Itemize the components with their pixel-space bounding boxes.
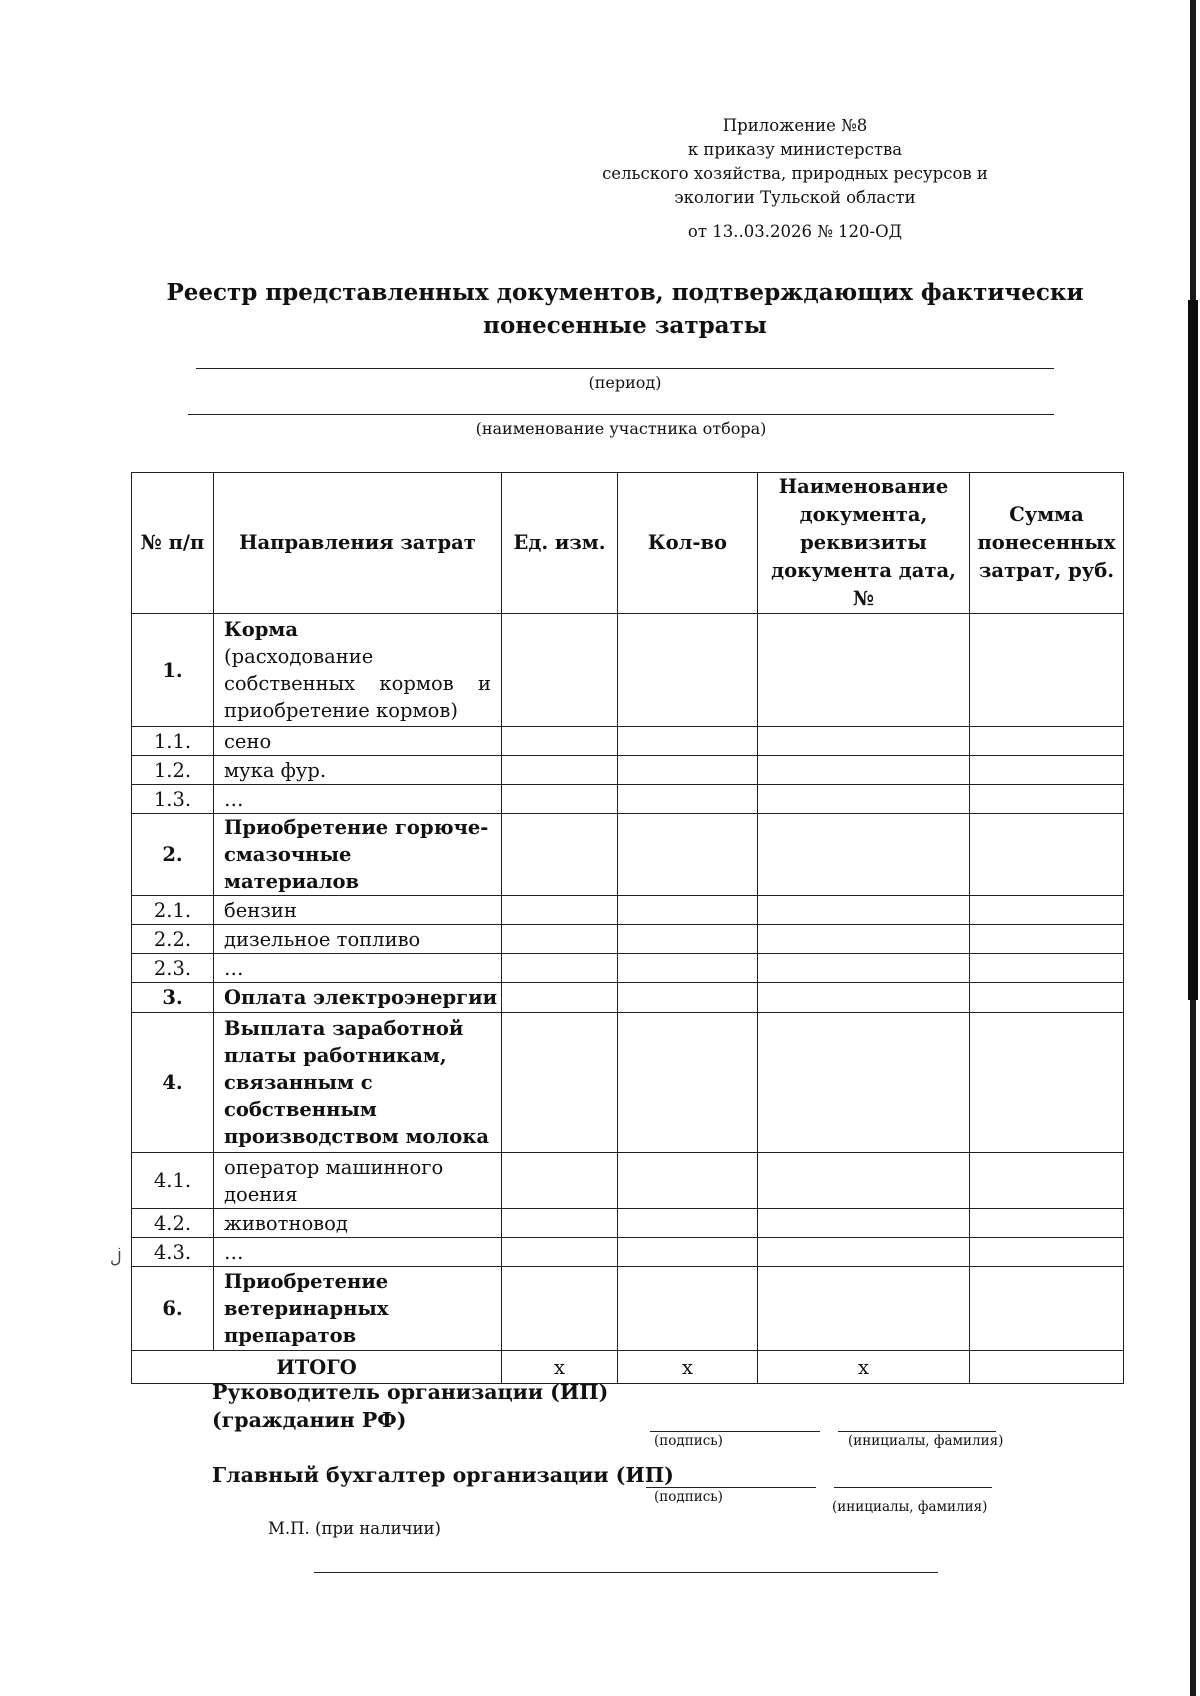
period-line [196,368,1054,369]
header-num: № п/п [132,473,214,614]
appendix-region: экологии Тульской области [674,188,916,207]
cell-doc [758,896,970,925]
cell-unit [502,1013,618,1153]
cell-doc [758,983,970,1013]
cell-unit [502,896,618,925]
cell-unit [502,727,618,756]
cell-qty [618,954,758,983]
cell-unit [502,814,618,896]
row-direction: сено [214,727,502,756]
row-num: 4. [132,1013,214,1153]
row-direction-text-1: (расходование [224,645,374,668]
cell-sum [970,614,1124,727]
cell-unit [502,614,618,727]
total-doc: х [758,1351,970,1384]
header-doc: Наименование документа, реквизиты документа дата, № [758,473,970,614]
appendix-header [560,114,1030,244]
header-direction: Направления затрат [214,473,502,614]
title-line-1: Реестр представленных документов, подтверждающих фактически [166,279,1084,306]
cell-qty [618,785,758,814]
period-caption: (период) [588,373,662,392]
cell-sum [970,1209,1124,1238]
row-direction: бензин [214,896,502,925]
margin-mark: ڶ [110,1248,122,1267]
cell-doc [758,1238,970,1267]
accountant-signature-caption: (подпись) [654,1489,723,1505]
row-num: 1.3. [132,785,214,814]
row-direction: Приобретение ветеринарных препаратов [214,1267,502,1351]
cell-qty [618,983,758,1013]
cell-doc [758,1153,970,1209]
row-num: 1.2. [132,756,214,785]
appendix-number: Приложение №8 [722,116,868,135]
row-direction [214,614,502,727]
cell-doc [758,1209,970,1238]
cell-sum [970,896,1124,925]
cell-qty [618,1238,758,1267]
cell-qty [618,614,758,727]
table-row [132,727,1124,756]
row-direction: Приобретение горюче-смазочные материалов [214,814,502,896]
cell-unit [502,756,618,785]
table-row [132,954,1124,983]
title-line-2: понесенные затраты [483,312,767,339]
row-num: 4.1. [132,1153,214,1209]
total-unit: х [502,1351,618,1384]
cell-unit [502,1267,618,1351]
cell-doc [758,954,970,983]
participant-caption: (наименование участника отбора) [475,419,767,438]
table-row [132,1153,1124,1209]
row-direction: мука фур. [214,756,502,785]
cell-qty [618,1209,758,1238]
row-direction: … [214,1238,502,1267]
cell-qty [618,756,758,785]
participant-line [188,414,1054,415]
row-num: 4.3. [132,1238,214,1267]
appendix-ministry: сельского хозяйства, природных ресурсов и [602,164,988,183]
cell-sum [970,983,1124,1013]
cell-sum [970,1153,1124,1209]
cell-sum [970,785,1124,814]
row-direction-bold: Корма [224,618,298,641]
total-sum [970,1351,1124,1384]
table-row [132,614,1124,727]
cell-doc [758,727,970,756]
cell-unit [502,954,618,983]
total-qty: х [618,1351,758,1384]
head-signature-line [650,1431,820,1432]
header-sum: Сумма понесенных затрат, руб. [970,473,1124,614]
row-direction: … [214,954,502,983]
row-direction: Оплата электроэнергии [214,983,502,1013]
head-initials-caption: (инициалы, фамилия) [848,1433,1004,1449]
cell-sum [970,814,1124,896]
row-num: 4.2. [132,1209,214,1238]
appendix-order-ref: к приказу министерства [687,140,903,159]
cell-sum [970,1267,1124,1351]
cell-sum [970,1013,1124,1153]
table-row [132,1209,1124,1238]
cell-qty [618,727,758,756]
cell-sum [970,727,1124,756]
table-header-row [132,473,1124,614]
head-signature-label [212,1378,608,1434]
cell-qty [618,1267,758,1351]
table-row [132,1013,1124,1153]
appendix-order-date: от 13..03.2026 № 120-ОД [687,222,903,241]
scan-edge-shadow [1188,0,1200,1696]
table-row [132,814,1124,896]
row-direction: Выплата заработной платы работникам, связанным с собственным производством молока [214,1013,502,1153]
cell-doc [758,1013,970,1153]
head-initials-line [838,1431,996,1432]
row-direction-text-2: собственных кормов и [224,672,491,695]
cell-unit [502,785,618,814]
cell-unit [502,1238,618,1267]
table-row [132,756,1124,785]
row-direction: дизельное топливо [214,925,502,954]
stamp-note: М.П. (при наличии) [268,1519,441,1538]
table-row [132,983,1124,1013]
cell-qty [618,814,758,896]
cell-qty [618,925,758,954]
cell-unit [502,1153,618,1209]
head-signature-caption: (подпись) [654,1433,723,1449]
row-direction: животновод [214,1209,502,1238]
row-direction: оператор машинного доения [214,1153,502,1209]
cell-sum [970,954,1124,983]
row-num: 1.1. [132,727,214,756]
cell-doc [758,756,970,785]
row-num: 2.3. [132,954,214,983]
cell-sum [970,1238,1124,1267]
row-num: 2.2. [132,925,214,954]
table-row [132,785,1124,814]
row-num: 1. [132,614,214,727]
total-label: ИТОГО [132,1351,502,1384]
row-num: 6. [132,1267,214,1351]
cell-doc [758,814,970,896]
cell-doc [758,1267,970,1351]
header-qty: Кол-во [618,473,758,614]
cell-unit [502,1209,618,1238]
head-subtitle: (гражданин РФ) [212,1408,407,1432]
row-direction-text-3: приобретение кормов) [224,699,458,722]
row-num: 2. [132,814,214,896]
cell-sum [970,925,1124,954]
cell-sum [970,756,1124,785]
row-num: 2.1. [132,896,214,925]
document-title [150,276,1100,342]
bottom-rule [314,1572,938,1573]
accountant-initials-line [834,1487,992,1488]
table-row [132,1238,1124,1267]
table-row [132,896,1124,925]
cost-registry-table [131,472,1124,1384]
cell-unit [502,925,618,954]
accountant-signature-label: Главный бухгалтер организации (ИП) [212,1463,674,1487]
table-row [132,925,1124,954]
accountant-signature-line [646,1487,816,1488]
cell-doc [758,614,970,727]
cell-unit [502,983,618,1013]
cell-qty [618,1013,758,1153]
row-num: 3. [132,983,214,1013]
cell-qty [618,896,758,925]
head-title: Руководитель организации (ИП) [212,1380,609,1404]
cell-doc [758,785,970,814]
header-unit: Ед. изм. [502,473,618,614]
cell-doc [758,925,970,954]
accountant-initials-caption: (инициалы, фамилия) [832,1499,988,1515]
table-row [132,1267,1124,1351]
row-direction: … [214,785,502,814]
cell-qty [618,1153,758,1209]
